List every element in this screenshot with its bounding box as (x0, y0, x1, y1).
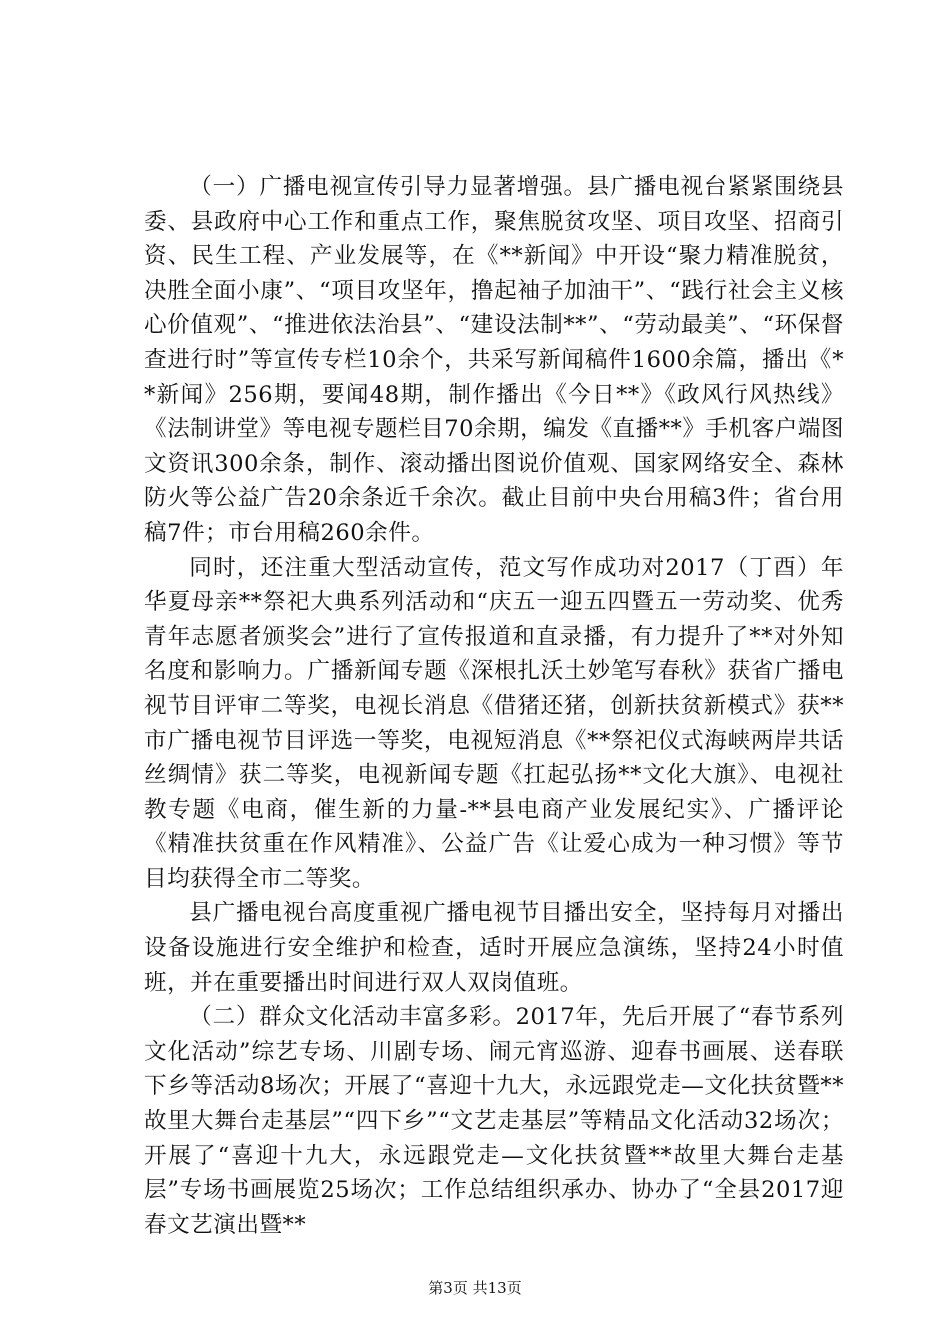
document-body (144, 170, 844, 1242)
paragraph-cultural-activities: （二）群众文化活动丰富多彩。2017年，先后开展了“春节系列文化活动”综艺专场、川剧专场、闹元宵巡游、迎春书画展、送春联下乡等活动8场次；开展了“喜迎十九大，永远跟党走—文化扶贫暨**故里大舞台走基层”“四下乡”“文艺走基层”等精品文化活动32场次；开展了“喜迎十九大，永远跟党走—文化扶贫暨**故里大舞台走基层”专场书画展览25场次；工作总结组织承办、协办了“全县2017迎春文艺演出暨** (144, 1004, 844, 1238)
paragraph-major-events: 同时，还注重大型活动宣传，范文写作成功对2017（丁酉）年华夏母亲**祭祀大典系列活动和“庆五一迎五四暨五一劳动奖、优秀青年志愿者颁奖会”进行了宣传报道和直录播，有力提升了**对外知名度和影响力。广播新闻专题《深根扎沃土妙笔写春秋》获省广播电视节目评审二等奖，电视长消息《借猪还猪，创新扶贫新模式》获**市广播电视节目评选一等奖，电视短消息《**祭祀仪式海峡两岸共话丝绸情》获二等奖，电视新闻专题《扛起弘扬**文化大旗》、电视社教专题《电商，催生新的力量-**县电商产业发展纪实》、广播评论《精准扶贫重在作风精准》、公益广告《让爱心成为一种习惯》等节目均获得全市二等奖。 (144, 554, 844, 892)
paragraph-broadcast-publicity: （一）广播电视宣传引导力显著增强。县广播电视台紧紧围绕县委、县政府中心工作和重点工作，聚焦脱贫攻坚、项目攻坚、招商引资、民生工程、产业发展等，在《**新闻》中开设“聚力精准脱贫，决胜全面小康”、“项目攻坚年，撸起袖子加油干”、“践行社会主义核心价值观”、“推进依法治县”、“建设法制**”、“劳动最美”、“环保督查进行时”等宣传专栏10余个，共采写新闻稿件1600余篇，播出《**新闻》256期，要闻48期，制作播出《今日**》《政风行风热线》《法制讲堂》等电视专题栏目70余期，编发《直播**》手机客户端图文资讯300余条，制作、滚动播出图说价值观、国家网络安全、森林防火等公益广告20余条近千余次。截止目前中央台用稿3件；省台用稿7件；市台用稿260余件。 (144, 174, 844, 546)
paragraph-broadcast-safety: 县广播电视台高度重视广播电视节目播出安全，坚持每月对播出设备设施进行安全维护和检查，适时开展应急演练，坚持24小时值班，并在重要播出时间进行双人双岗值班。 (144, 900, 844, 996)
page-footer: 第3页 共13页 (428, 1279, 522, 1297)
